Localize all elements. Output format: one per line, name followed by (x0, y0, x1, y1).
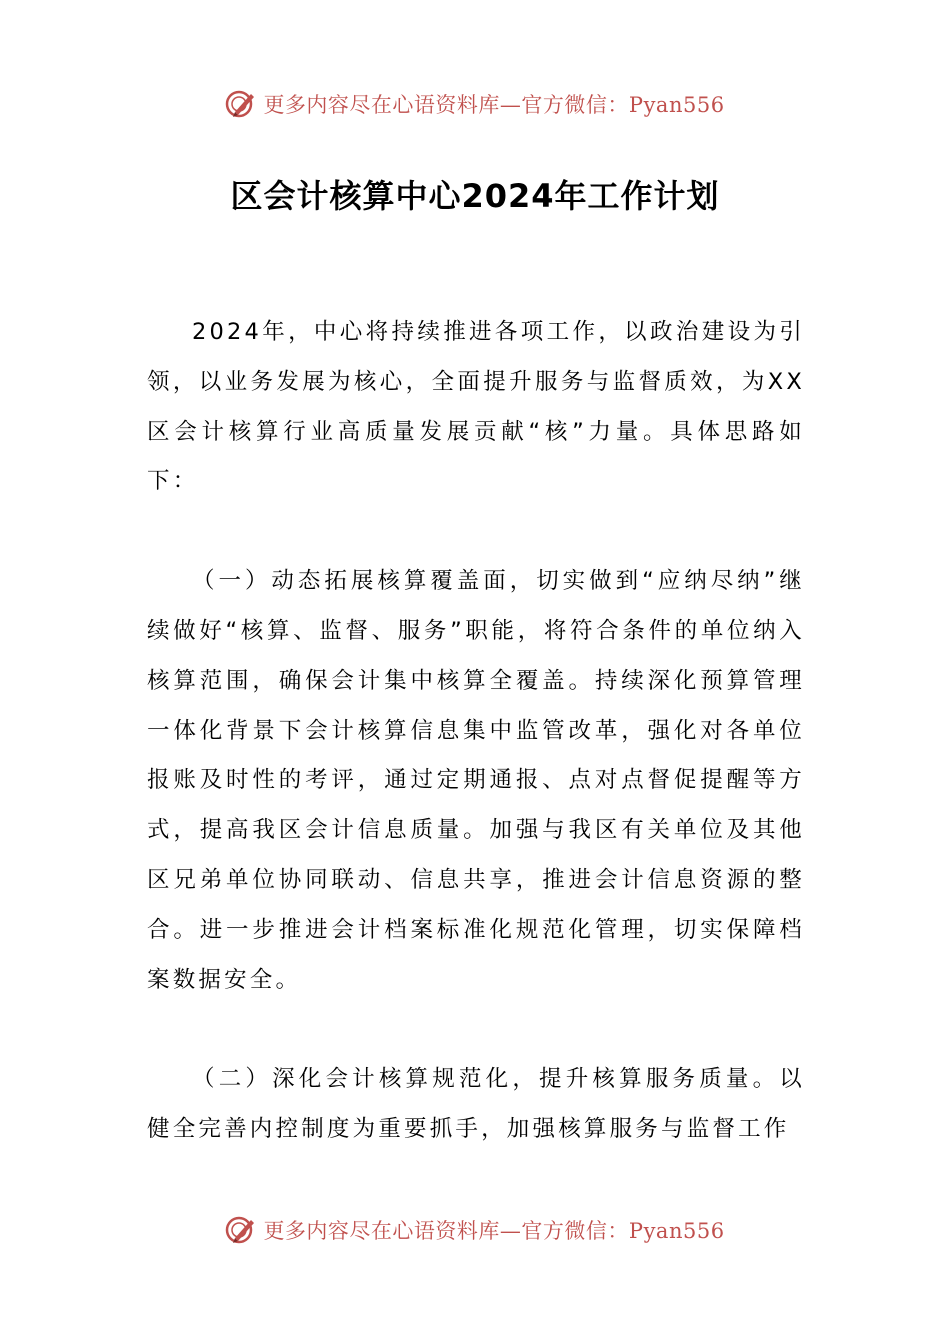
paragraph-section-1: （一）动态拓展核算覆盖面，切实做到“应纳尽纳”继续做好“核算、监督、服务”职能，将符合条件的单位纳入核算范围，确保会计集中核算全覆盖。持续深化预算管理一体化背景下会计核算信息集中监管改革，强化对各单位报账及时性的考评，通过定期通报、点对点督促提醒等方式，提高我区会计信息质量。加强与我区有关单位及其他区兄弟单位协同联动、信息共享，推进会计信息资源的整合。进一步推进会计档案标准化规范化管理，切实保障档案数据安全。 (147, 568, 805, 993)
document-body (147, 308, 805, 1155)
watermark-text: 更多内容尽在心语资料库—官方微信：Pyan556 (263, 1219, 725, 1243)
watermark-banner-top (0, 84, 950, 124)
paragraph-section-2: （二）深化会计核算规范化，提升核算服务质量。以健全完善内控制度为重要抓手，加强核算服务与监督工作 (147, 1066, 805, 1143)
document-title: 区会计核算中心2024年工作计划 (230, 177, 720, 215)
watermark-banner-bottom (0, 1210, 950, 1250)
paragraph-intro: 2024年，中心将持续推进各项工作，以政治建设为引领，以业务发展为核心，全面提升服务与监督质效，为XX区会计核算行业高质量发展贡献“核”力量。具体思路如下： (147, 319, 805, 495)
pen-seal-icon (225, 88, 257, 120)
watermark-text: 更多内容尽在心语资料库—官方微信：Pyan556 (263, 93, 725, 117)
pen-seal-icon (225, 1214, 257, 1246)
